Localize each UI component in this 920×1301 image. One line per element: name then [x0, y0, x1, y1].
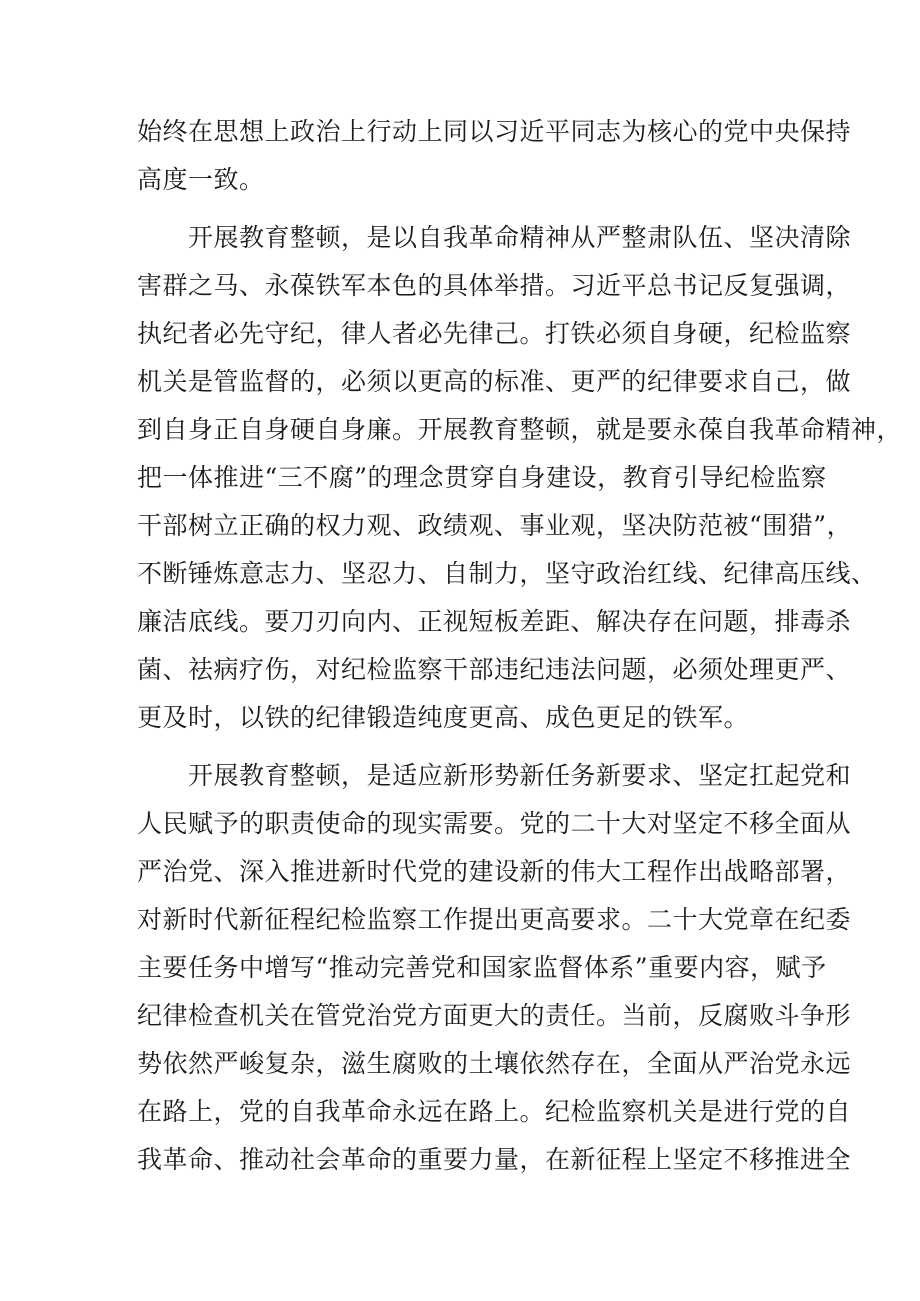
paragraph-2 — [137, 214, 903, 742]
text-line: 开展教育整顿，是以自我革命精神从严整肃队伍、坚决清除 — [137, 223, 852, 252]
text-line: 开展教育整顿，是适应新形势新任务新要求、坚定扛起党和 — [137, 761, 852, 790]
text-line: 人民赋予的职责使命的现实需要。党的二十大对坚定不移全面从 — [137, 809, 852, 838]
text-line: 对新时代新征程纪检监察工作提出更高要求。二十大党章在纪委 — [137, 905, 852, 934]
text-line: 在路上，党的自我革命永远在路上。纪检监察机关是进行党的自 — [137, 1097, 852, 1126]
text-line: 把一体推进“三不腐”的理念贯穿自身建设，教育引导纪检监察 — [137, 463, 827, 492]
text-line: 到自身正自身硬自身廉。开展教育整顿，就是要永葆自我革命精神， — [137, 415, 903, 444]
text-line: 纪律检查机关在管党治党方面更大的责任。当前，反腐败斗争形 — [137, 1001, 852, 1030]
text-line: 我革命、推动社会革命的重要力量，在新征程上坚定不移推进全 — [137, 1145, 852, 1174]
text-line: 高度一致。 — [137, 165, 265, 194]
paragraph-1 — [137, 108, 852, 204]
text-line: 更及时，以铁的纪律锻造纯度更高、成色更足的铁军。 — [137, 703, 750, 732]
text-line: 严治党、深入推进新时代党的建设新的伟大工程作出战略部署， — [137, 857, 852, 886]
text-line: 菌、祛病疗伤，对纪检监察干部违纪违法问题，必须处理更严、 — [137, 655, 852, 684]
document-body — [137, 108, 903, 1184]
text-line: 干部树立正确的权力观、政绩观、事业观，坚决防范被“围猎”， — [137, 511, 853, 540]
text-line: 势依然严峻复杂，滋生腐败的土壤依然存在，全面从严治党永远 — [137, 1049, 852, 1078]
text-line: 不断锤炼意志力、坚忍力、自制力，坚守政治红线、纪律高压线、 — [137, 559, 877, 588]
paragraph-3 — [137, 752, 852, 1184]
text-line: 害群之马、永葆铁军本色的具体举措。习近平总书记反复强调， — [137, 271, 852, 300]
text-line: 执纪者必先守纪，律人者必先律己。打铁必须自身硬，纪检监察 — [137, 319, 852, 348]
text-line: 主要任务中增写“推动完善党和国家监督体系”重要内容，赋予 — [137, 953, 827, 982]
text-line: 始终在思想上政治上行动上同以习近平同志为核心的党中央保持 — [137, 117, 852, 146]
text-line: 廉洁底线。要刀刃向内、正视短板差距、解决存在问题，排毒杀 — [137, 607, 852, 636]
text-line: 机关是管监督的，必须以更高的标准、更严的纪律要求自己，做 — [137, 367, 852, 396]
